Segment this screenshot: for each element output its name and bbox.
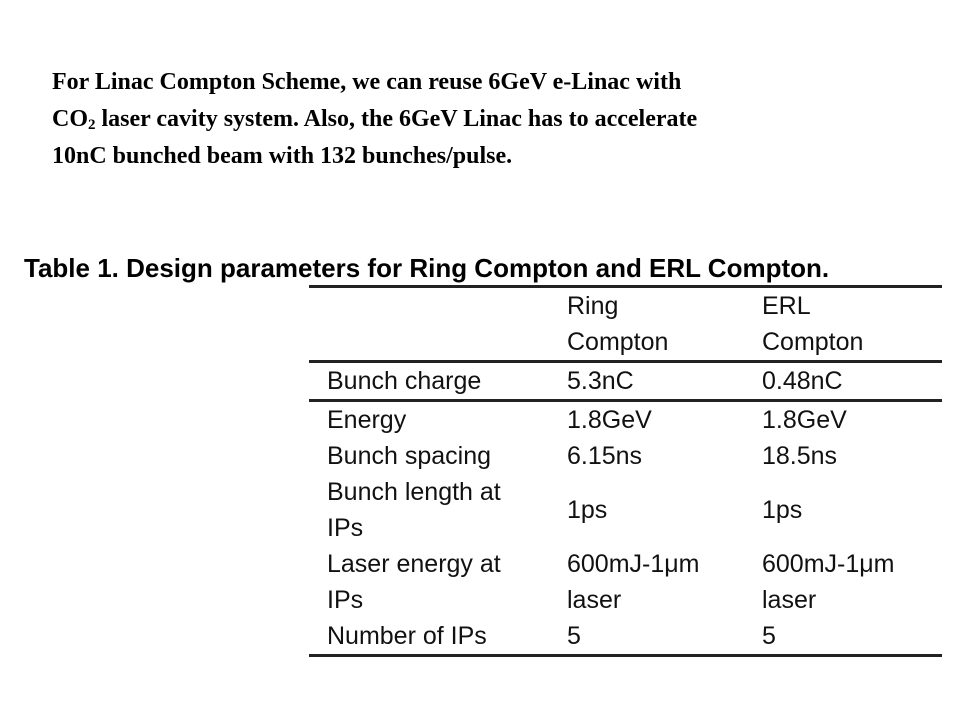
intro-line-3: 10nC bunched beam with 132 bunches/pulse. bbox=[52, 143, 513, 169]
erl-value-cell: 18.5ns bbox=[762, 442, 838, 470]
header-parameter-cell bbox=[309, 287, 567, 362]
table-caption: Table 1. Design parameters for Ring Compton and ERL Compton. bbox=[24, 253, 830, 283]
table-row bbox=[309, 546, 942, 618]
header-ring-line-1: Ring bbox=[567, 292, 619, 320]
header-erl-line-1: ERL bbox=[762, 292, 811, 320]
header-erl-line-2: Compton bbox=[762, 328, 864, 356]
param-cell: Bunch length at IPs bbox=[327, 478, 501, 542]
intro-line-2: laser cavity system. Also, the 6GeV Linac has to accelerate bbox=[95, 106, 698, 132]
table-row bbox=[309, 618, 942, 656]
table-row bbox=[309, 362, 942, 401]
ring-value-cell: 1.8GeV bbox=[567, 406, 652, 434]
erl-value-cell: 5 bbox=[762, 622, 776, 650]
param-cell: Laser energy at IPs bbox=[327, 550, 501, 614]
co2-subscript: 2 bbox=[88, 117, 96, 133]
erl-value-cell: 0.48nC bbox=[762, 367, 843, 395]
header-erl-compton bbox=[762, 287, 942, 362]
param-cell: Bunch spacing bbox=[327, 442, 492, 470]
erl-value-cell: 600mJ-1μm laser bbox=[762, 550, 895, 614]
ring-value-cell: 5.3nC bbox=[567, 367, 634, 395]
table-row bbox=[309, 474, 942, 546]
intro-paragraph bbox=[52, 64, 942, 175]
table-header-row bbox=[309, 287, 942, 362]
design-parameters-table bbox=[309, 285, 942, 657]
table-row bbox=[309, 438, 942, 474]
erl-value-cell: 1ps bbox=[762, 496, 803, 524]
param-cell: Number of IPs bbox=[327, 622, 487, 650]
ring-value-cell: 6.15ns bbox=[567, 442, 643, 470]
table-row bbox=[309, 401, 942, 439]
intro-line-1: For Linac Compton Scheme, we can reuse 6GeV e-Linac with bbox=[52, 69, 682, 95]
co2-label: CO bbox=[52, 106, 88, 132]
ring-value-cell: 600mJ-1μm laser bbox=[567, 550, 700, 614]
header-ring-line-2: Compton bbox=[567, 328, 669, 356]
ring-value-cell: 5 bbox=[567, 622, 581, 650]
ring-value-cell: 1ps bbox=[567, 496, 608, 524]
param-cell: Bunch charge bbox=[327, 367, 482, 395]
param-cell: Energy bbox=[327, 406, 407, 434]
header-ring-compton bbox=[567, 287, 762, 362]
erl-value-cell: 1.8GeV bbox=[762, 406, 847, 434]
